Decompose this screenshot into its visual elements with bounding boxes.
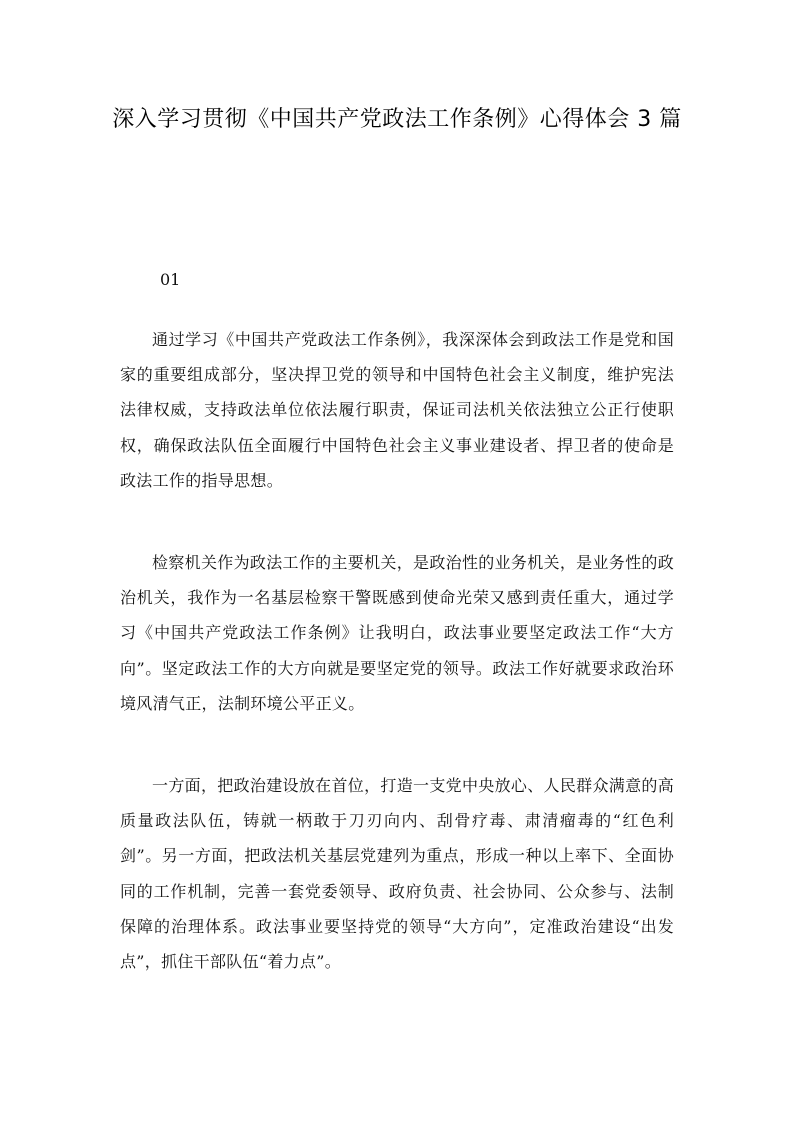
document-title: 深入学习贯彻《中国共产党政法工作条例》心得体会 3 篇 [112, 107, 682, 132]
section-number: 01 [160, 270, 181, 289]
paragraph-1: 通过学习《中国共产党政法工作条例》，我深深体会到政法工作是党和国家的重要组成部分，坚决捍卫党的领导和中国特色社会主义制度，维护宪法法律权威，支持政法单位依法履行职责，保证司法机关依法独立公正行使职权，确保政法队伍全面履行中国特色社会主义事业建设者、捍卫者的使命是政法工作的指导思想。 [120, 330, 674, 490]
paragraph-3: 一方面，把政治建设放在首位，打造一支党中央放心、人民群众满意的高质量政法队伍，铸就一柄敢于刀刃向内、刮骨疗毒、肃清瘤毒的“红色利剑”。另一方面，把政法机关基层党建列为重点，形成一种以上率下、全面协同的工作机制，完善一套党委领导、政府负责、社会协同、公众参与、法制保障的治理体系。政法事业要坚持党的领导“大方向”，定准政治建设“出发点”，抓住干部队伍“着力点”。 [120, 776, 674, 972]
paragraph-2: 检察机关作为政法工作的主要机关，是政治性的业务机关，是业务性的政治机关，我作为一名基层检察干警既感到使命光荣又感到责任重大，通过学习《中国共产党政法工作条例》让我明白，政法事业要坚定政法工作“大方向”。坚定政法工作的大方向就是要坚定党的领导。政法工作好就要求政治环境风清气正，法制环境公平正义。 [120, 553, 674, 713]
